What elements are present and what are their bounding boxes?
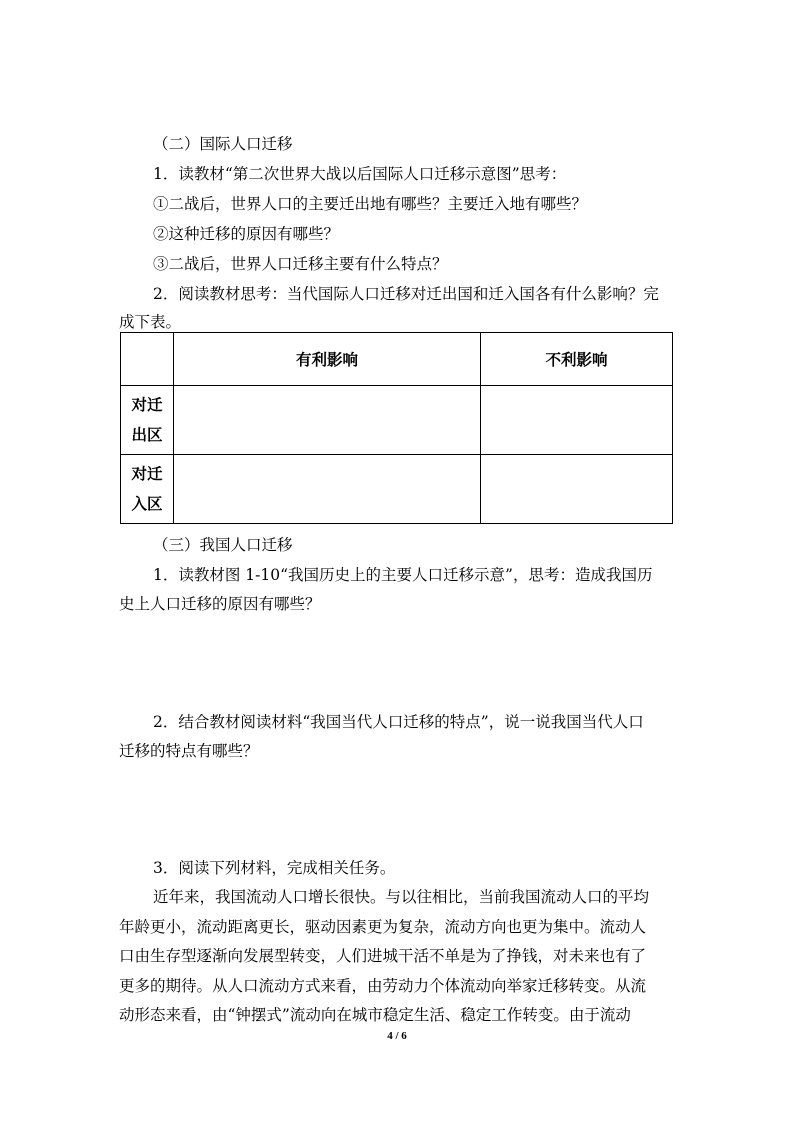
section2-question-2-line-2: 成下表。: [119, 313, 182, 331]
passage-line: 动形态来看，由“钟摆式”流动向在城市稳定生活、稳定工作转变。由于流动: [119, 1006, 631, 1024]
passage-line: 近年来，我国流动人口增长很快。与以往相比，当前我国流动人口的平均: [153, 888, 650, 906]
section2-heading: （二）国际人口迁移: [153, 135, 293, 153]
section3-question-1-line-1: 1．读教材图 1-10“我国历史上的主要人口迁移示意”，思考：造成我国历: [153, 566, 653, 584]
section2-question-1: 1．读教材“第二次世界大战以后国际人口迁移示意图”思考：: [153, 165, 567, 183]
section3-question-3: 3．阅读下列材料，完成相关任务。: [153, 859, 396, 877]
table-header-row: [121, 333, 673, 386]
table-row: [121, 386, 673, 455]
table-header-blank: [121, 333, 174, 386]
section2-question-1-item-3: ③二战后，世界人口迁移主要有什么特点？: [153, 255, 448, 273]
table-row-label: [121, 386, 174, 455]
section3-heading: （三）我国人口迁移: [153, 536, 293, 554]
table-row-label-line-2: 入区: [131, 495, 163, 513]
passage-line: 更多的期待。从人口流动方式来看，由劳动力个体流动向举家迁移转变。从流: [119, 977, 647, 995]
table-cell-favorable[interactable]: [174, 455, 481, 524]
table-row: [121, 455, 673, 524]
section3-question-1-line-2: 史上人口迁移的原因有哪些？: [119, 595, 321, 613]
table-header-favorable: 有利影响: [174, 333, 481, 386]
passage-line: 年龄更小，流动距离更长，驱动因素更为复杂，流动方向也更为集中。流动人: [119, 918, 647, 936]
migration-effects-table: [120, 332, 673, 524]
table-cell-unfavorable[interactable]: [481, 455, 673, 524]
section2-question-1-item-2: ②这种迁移的原因有哪些？: [153, 225, 340, 243]
table-header-unfavorable: 不利影响: [481, 333, 673, 386]
table-row-label-line-1: 对迁: [131, 465, 163, 483]
table-cell-unfavorable[interactable]: [481, 386, 673, 455]
page-number: 4 / 6: [387, 1030, 407, 1042]
section3-question-2-line-1: 2．结合教材阅读材料“我国当代人口迁移的特点”，说一说我国当代人口: [153, 713, 644, 731]
section2-question-2-line-1: 2．阅读教材思考：当代国际人口迁移对迁出国和迁入国各有什么影响？完: [153, 285, 659, 303]
section3-question-2-line-2: 迁移的特点有哪些？: [119, 742, 259, 760]
passage-line: 口由生存型逐渐向发展型转变，人们进城干活不单是为了挣钱，对未来也有了: [119, 947, 647, 965]
section2-question-1-item-1: ①二战后，世界人口的主要迁出地有哪些？主要迁入地有哪些？: [153, 195, 588, 213]
table-row-label: [121, 455, 174, 524]
table-row-label-line-2: 出区: [131, 426, 163, 444]
table-cell-favorable[interactable]: [174, 386, 481, 455]
table-row-label-line-1: 对迁: [131, 396, 163, 414]
